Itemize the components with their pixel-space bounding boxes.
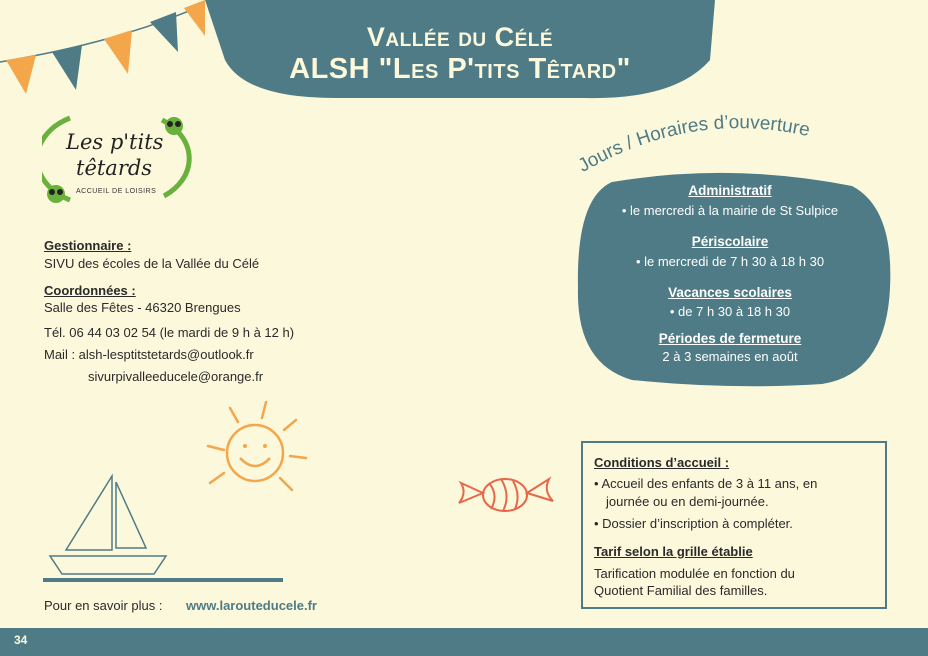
contact-mail-2[interactable]: sivurpivalleeducele@orange.fr (88, 369, 264, 384)
tariff-line2: Quotient Familial des familles. (594, 583, 768, 598)
hours-admin-text: • le mercredi à la mairie de St Sulpice (621, 203, 839, 218)
footer-bar (0, 628, 928, 656)
conditions-item1-line2: journée ou en demi-journée. (606, 494, 769, 509)
page-title-line1: Vallée du Célé (366, 22, 554, 52)
more-info-label: Pour en savoir plus : (44, 598, 163, 613)
hours-closing-title: Périodes de fermeture (658, 331, 802, 346)
tariff-title: Tarif selon la grille établie (594, 544, 753, 559)
contact-mail-1[interactable]: Mail : alsh-lesptitstetards@outlook.fr (44, 347, 254, 362)
logo-text-line2: têtards (76, 156, 153, 180)
sun-icon (200, 398, 310, 498)
hours-vacation-text: • de 7 h 30 à 18 h 30 (669, 304, 791, 319)
sailboat-icon (46, 470, 176, 580)
page-number: 34 (14, 633, 28, 647)
logo (42, 108, 192, 208)
conditions-item1-line1: • Accueil des enfants de 3 à 11 ans, en (594, 476, 818, 491)
bunting-decoration (0, 0, 205, 100)
logo-tagline: ACCUEIL DE LOISIRS (76, 188, 157, 195)
contact-address: Salle des Fêtes - 46320 Brengues (44, 300, 241, 315)
website-link[interactable]: www.larouteducele.fr (186, 598, 317, 613)
logo-text-line1: Les p'tits (66, 130, 164, 154)
manager-label: Gestionnaire : (44, 238, 132, 253)
hours-vacation-title: Vacances scolaires (668, 285, 792, 300)
tariff-line1: Tarification modulée en fonction du (594, 566, 795, 581)
candy-icon (455, 463, 555, 523)
contact-label: Coordonnées : (44, 283, 136, 298)
hours-peri-title: Périscolaire (691, 234, 769, 249)
divider-line (43, 578, 283, 582)
hours-peri-text: • le mercredi de 7 h 30 à 18 h 30 (635, 254, 825, 269)
hours-closing-text: 2 à 3 semaines en août (662, 349, 798, 364)
hours-heading-text: Jours / Horaires d’ouverture (574, 112, 812, 177)
contact-phone: Tél. 06 44 03 02 54 (le mardi de 9 h à 12 h) (44, 325, 295, 340)
hours-admin-title: Administratif (688, 183, 772, 198)
conditions-item2: • Dossier d’inscription à compléter. (594, 516, 793, 531)
page-title-line2: ALSH "Les P'tits Têtard" (289, 53, 631, 85)
conditions-title: Conditions d’accueil : (594, 455, 730, 470)
manager-value: SIVU des écoles de la Vallée du Célé (44, 256, 260, 271)
